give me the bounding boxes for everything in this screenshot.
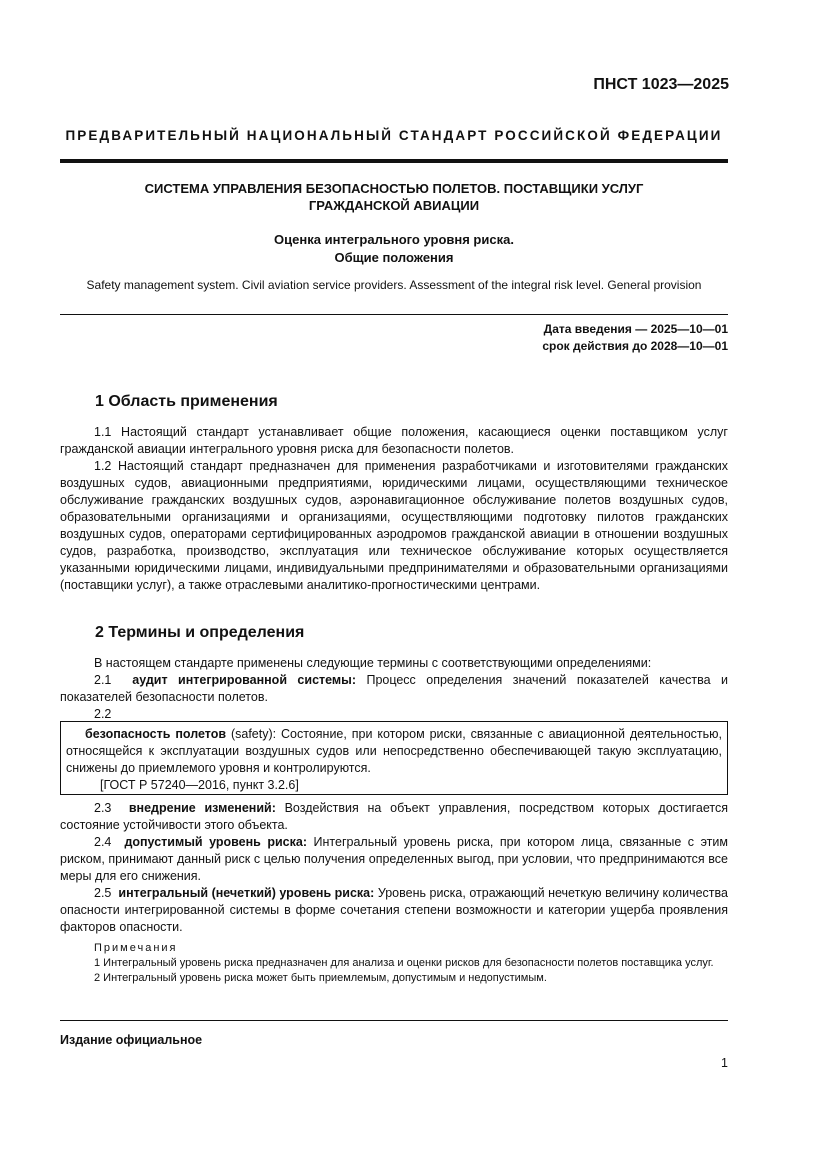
dates-block — [542, 321, 728, 355]
terms-list — [60, 800, 728, 936]
term-2-3 — [60, 800, 728, 834]
term-definition: Воздействия на объект управления, посредством которых достигается состояние устойчивости этого объекта. — [60, 801, 728, 832]
term-definition: Уровень риска, отражающий нечеткую величину количества опасности интегрированной системы в форме сочетания степени возможности и категории ущерба проявления факторов опасности. — [60, 886, 728, 934]
official-edition-label: Издание официальное — [60, 1033, 203, 1047]
term-reference: [ГОСТ Р 57240—2016, пункт 3.2.6] — [100, 778, 299, 792]
paragraph-1-2: 1.2 Настоящий стандарт предназначен для применения разработчиками и изготовителями гражданских воздушных судов, авиационными предприятиями, юридическими лицами, осуществляющими техническое обслуживание гражданских воздушных судов, аэронавигационное обслуживание полетов воздушных судов, образовательными организациями и организациями, осуществляющими подготовку пилотов гражданских воздушных судов, операторами сертифицированных аэродромов гражданской авиации в отношении воздушных судов, разработка, производство, эксплуатация или техническое обслуживание которых осуществляется указанными юридическими лицами, индивидуальными предпринимателями и образовательными организациями (поставщики услуг), а также отраслевыми аналитико-прогностическими центрами. — [60, 459, 728, 592]
term-2-1 — [60, 672, 728, 706]
term-number: 2.5 — [94, 886, 112, 900]
main-title-line-1: СИСТЕМА УПРАВЛЕНИЯ БЕЗОПАСНОСТЬЮ ПОЛЕТОВ. ПОСТАВЩИКИ УСЛУГ — [144, 181, 644, 196]
standard-type-title: ПРЕДВАРИТЕЛЬНЫЙ НАЦИОНАЛЬНЫЙ СТАНДАРТ РОССИЙСКОЙ ФЕДЕРАЦИИ — [65, 128, 723, 143]
validity-date: срок действия до 2028—10—01 — [542, 339, 728, 353]
document-subtitle — [60, 231, 728, 267]
note-2: 2 Интегральный уровень риска может быть приемлемым, допустимым и недопустимым. — [94, 972, 547, 984]
term-definition: (safety): Состояние, при котором риски, связанные с авиационной деятельностью, относящейся к эксплуатации воздушных судов или непосредственно обеспечивающей такую эксплуатацию, снижены до приемлемого уровня и контролируются. — [66, 727, 722, 775]
term-number: 2.3 — [94, 801, 112, 815]
subtitle-line-1: Оценка интегрального уровня риска. — [274, 232, 514, 247]
section-2-heading: 2 Термины и определения — [95, 624, 305, 641]
term-definition: Процесс определения значений показателей качества и показателей безопасности полетов. — [60, 673, 728, 704]
english-title: Safety management system. Civil aviation service providers. Assessment of the integral risk level. General provision — [86, 278, 702, 292]
section-1-body — [60, 424, 728, 594]
section-1-heading: 1 Область применения — [95, 393, 278, 410]
quoted-term-content — [60, 726, 728, 794]
page-number: 1 — [721, 1056, 728, 1070]
term-2-2 — [60, 726, 728, 777]
term-number: 2.1 — [94, 673, 112, 687]
introduction-date: Дата введения — 2025—10—01 — [543, 322, 728, 336]
term-definition: Интегральный уровень риска, при котором лица, связанные с этим риском, принимают данный риск с целью получения определенных выгод, при условии, что предпринимаются все меры для его снижения. — [60, 835, 728, 883]
document-number: ПНСТ 1023—2025 — [593, 76, 729, 93]
subtitle-line-2: Общие положения — [334, 250, 454, 265]
term-name: внедрение изменений: — [128, 801, 276, 815]
term-name: безопасность полетов — [85, 727, 227, 741]
section-2-intro: В настоящем стандарте применены следующие термины с соответствующими определениями: — [94, 656, 652, 670]
main-title-line-2: ГРАЖДАНСКОЙ АВИАЦИИ — [308, 198, 480, 213]
term-2-4 — [60, 834, 728, 885]
header-divider — [60, 159, 728, 163]
term-2-5 — [60, 885, 728, 936]
term-name: аудит интегрированной системы: — [132, 673, 357, 687]
note-1: 1 Интегральный уровень риска предназначен для анализа и оценки рисков для безопасности полетов поставщика услуг. — [94, 957, 714, 969]
notes-block — [60, 941, 728, 986]
term-name: допустимый уровень риска: — [124, 835, 308, 849]
document-main-title — [60, 180, 728, 214]
term-name: интегральный (нечеткий) уровень риска: — [118, 886, 375, 900]
footer-divider — [60, 1020, 728, 1021]
paragraph-1-1: 1.1 Настоящий стандарт устанавливает общие положения, касающиеся оценки поставщиком услуг гражданской авиации интегрального уровня риска для безопасности полетов. — [60, 425, 728, 456]
term-number: 2.4 — [94, 835, 112, 849]
term-2-2-number: 2.2 — [94, 707, 112, 721]
notes-label: Примечания — [94, 942, 178, 954]
title-divider — [60, 314, 728, 315]
section-2-intro-block — [60, 655, 728, 723]
